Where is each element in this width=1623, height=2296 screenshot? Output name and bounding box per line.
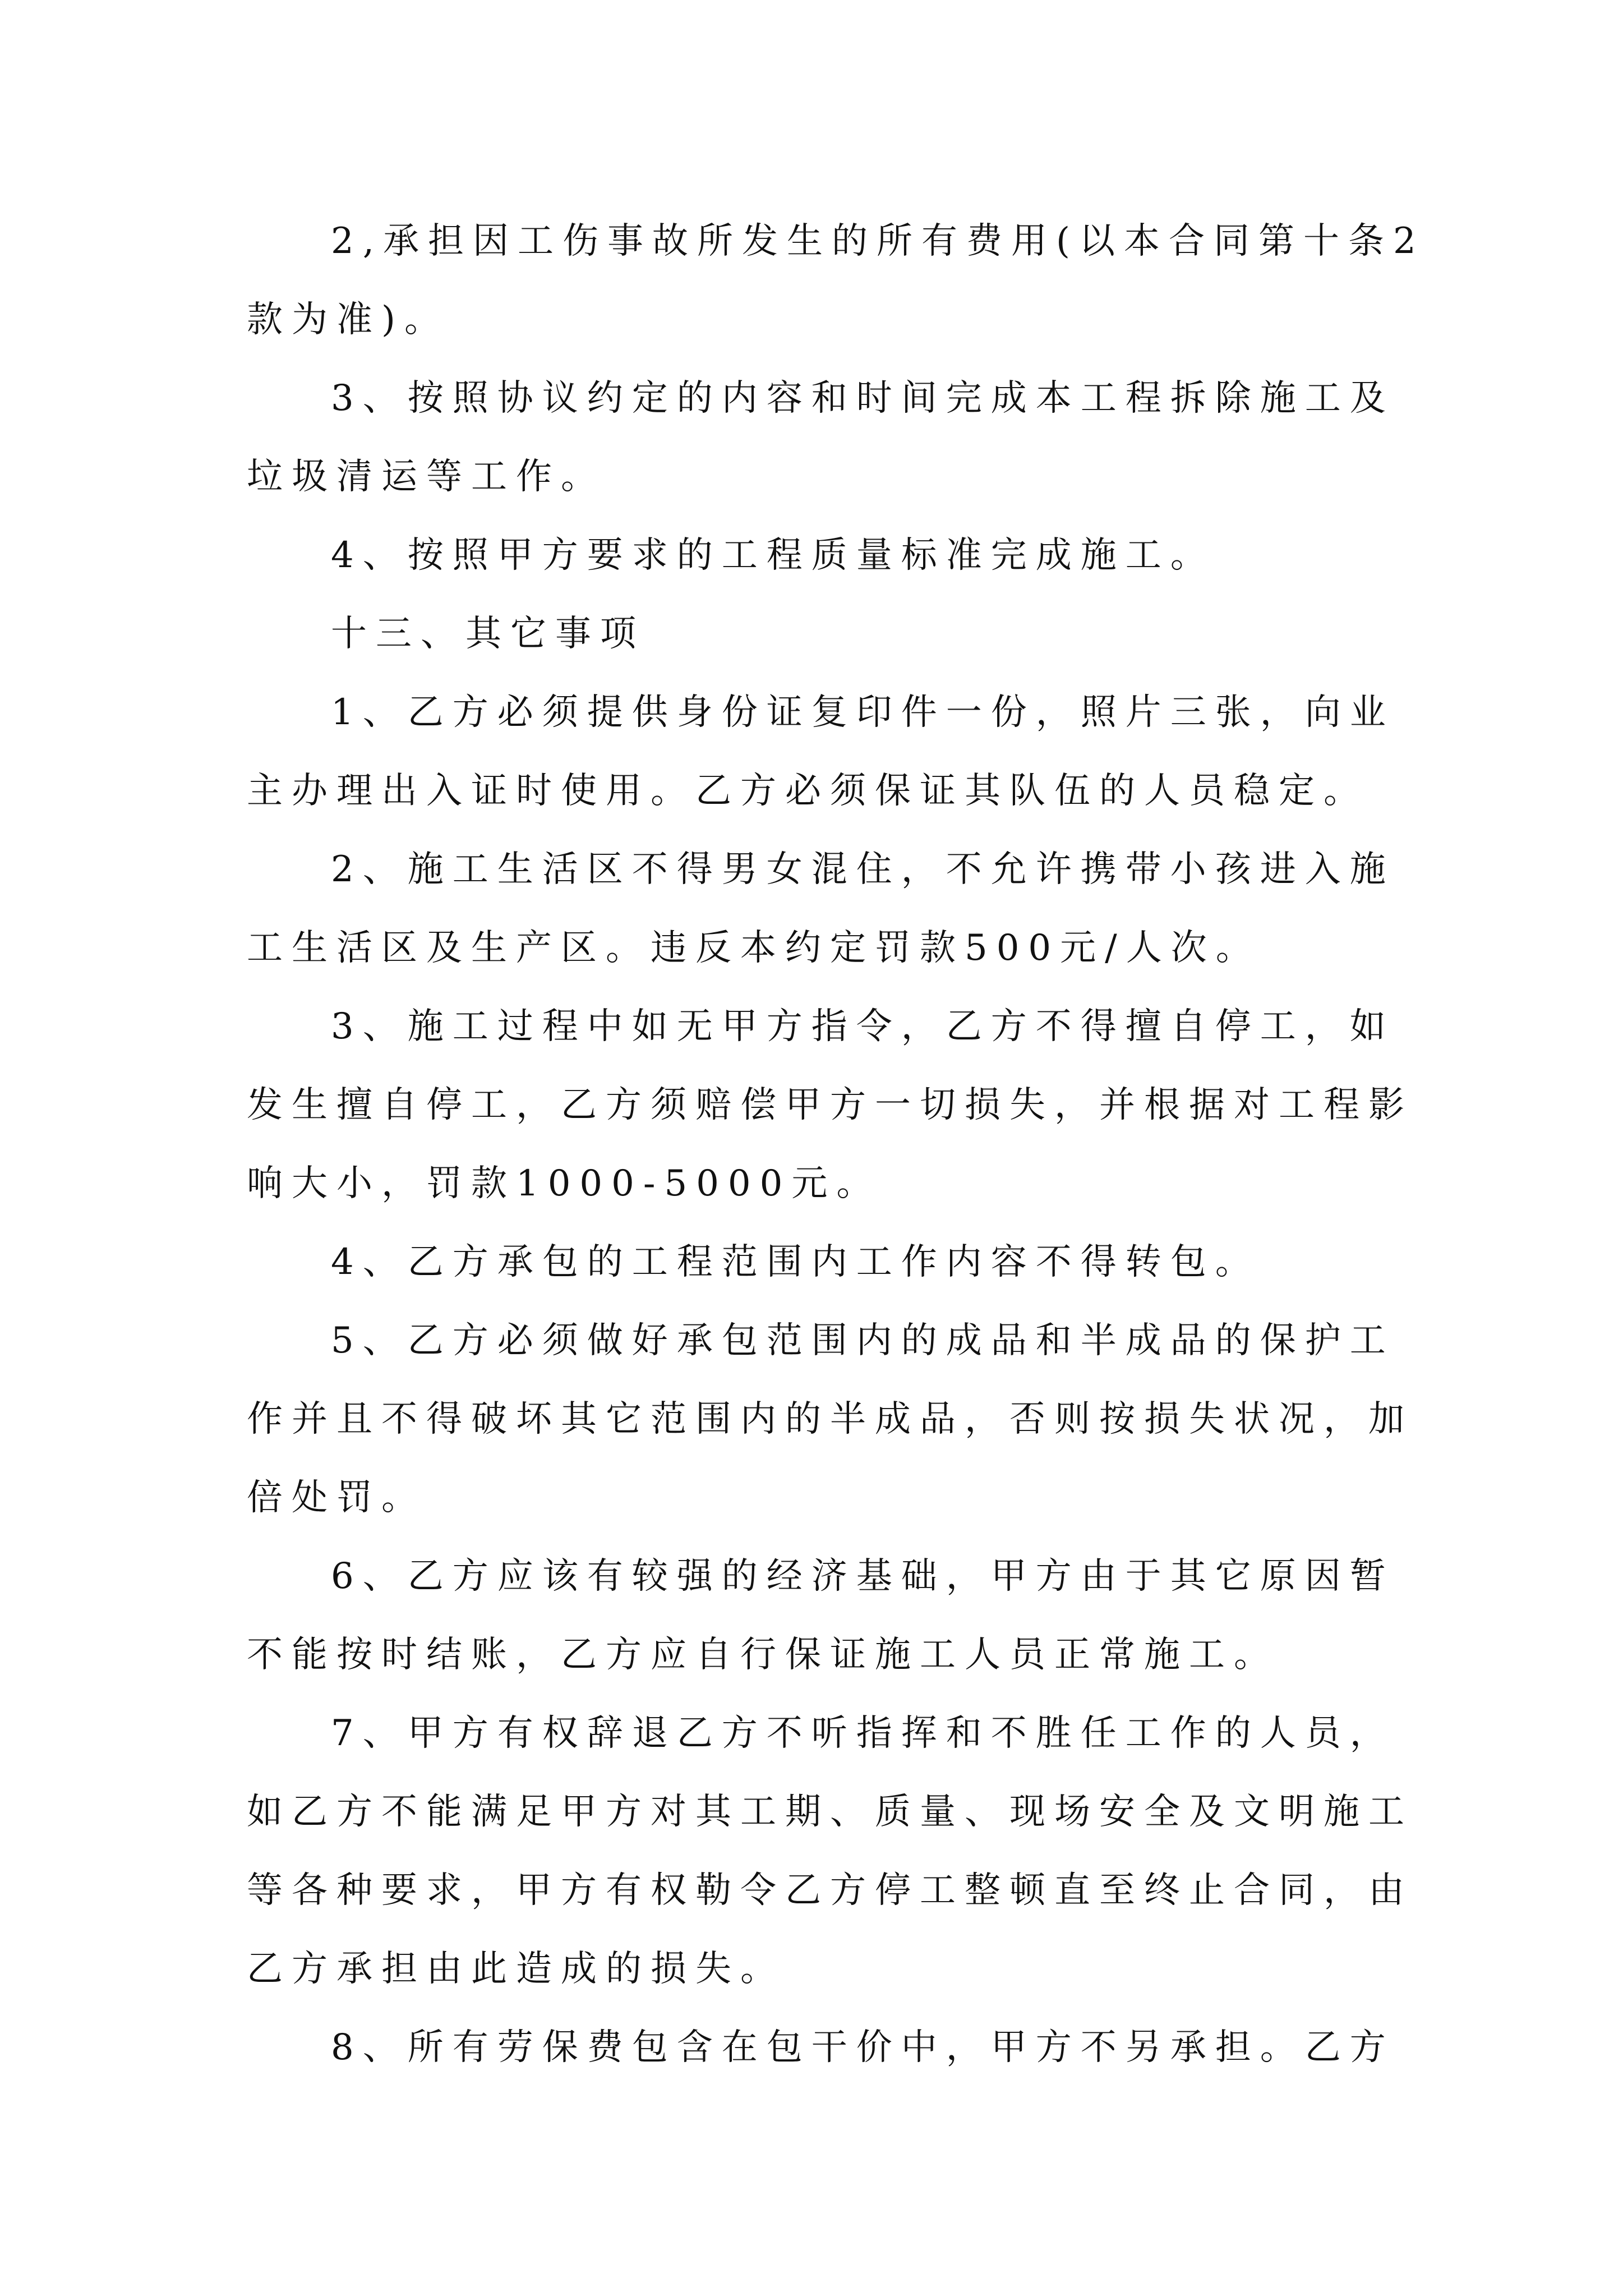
paragraph-line: 响大小，罚款1000-5000元。 xyxy=(247,1163,882,1204)
paragraph-line: 4、乙方承包的工程范围内工作内容不得转包。 xyxy=(331,1241,1260,1283)
paragraph-line: 作并且不得破坏其它范围内的半成品，否则按损失状况，加 xyxy=(247,1398,1413,1440)
paragraph-line: 7、甲方有权辞退乙方不听指挥和不胜任工作的人员， xyxy=(331,1713,1395,1754)
paragraph-line: 垃圾清运等工作。 xyxy=(247,456,606,498)
paragraph-line: 如乙方不能满足甲方对其工期、质量、现场安全及文明施工 xyxy=(247,1791,1413,1833)
paragraph-line: 款为准)。 xyxy=(247,299,449,341)
paragraph-line: 工生活区及生产区。违反本约定罚款500元/人次。 xyxy=(247,927,1261,969)
paragraph-line: 倍处罚。 xyxy=(247,1477,426,1519)
paragraph-line: 等各种要求，甲方有权勒令乙方停工整顿直至终止合同，由 xyxy=(247,1870,1413,1911)
paragraph-line: 乙方承担由此造成的损失。 xyxy=(247,1948,785,1990)
paragraph-line: 3、按照协议约定的内容和时间完成本工程拆除施工及 xyxy=(331,378,1395,419)
paragraph-line: 2,承担因工伤事故所发生的所有费用(以本合同第十条2 xyxy=(331,220,1425,262)
paragraph-line: 不能按时结账，乙方应自行保证施工人员正常施工。 xyxy=(247,1634,1279,1676)
paragraph-line: 发生擅自停工，乙方须赔偿甲方一切损失，并根据对工程影 xyxy=(247,1084,1413,1126)
section-heading: 十三、其它事项 xyxy=(331,613,645,655)
paragraph-line: 主办理出入证时使用。乙方必须保证其队伍的人员稳定。 xyxy=(247,770,1368,812)
paragraph-line: 2、施工生活区不得男女混住，不允许携带小孩进入施 xyxy=(331,849,1395,890)
paragraph-line: 6、乙方应该有较强的经济基础，甲方由于其它原因暂 xyxy=(331,1556,1395,1597)
paragraph-line: 4、按照甲方要求的工程质量标准完成施工。 xyxy=(331,535,1215,576)
paragraph-line: 8、所有劳保费包含在包干价中，甲方不另承担。乙方 xyxy=(331,2027,1395,2068)
paragraph-line: 5、乙方必须做好承包范围内的成品和半成品的保护工 xyxy=(331,1320,1395,1361)
paragraph-line: 1、乙方必须提供身份证复印件一份，照片三张，向业 xyxy=(331,692,1395,733)
paragraph-line: 3、施工过程中如无甲方指令，乙方不得擅自停工，如 xyxy=(331,1006,1395,1047)
document-body xyxy=(247,202,1425,2087)
